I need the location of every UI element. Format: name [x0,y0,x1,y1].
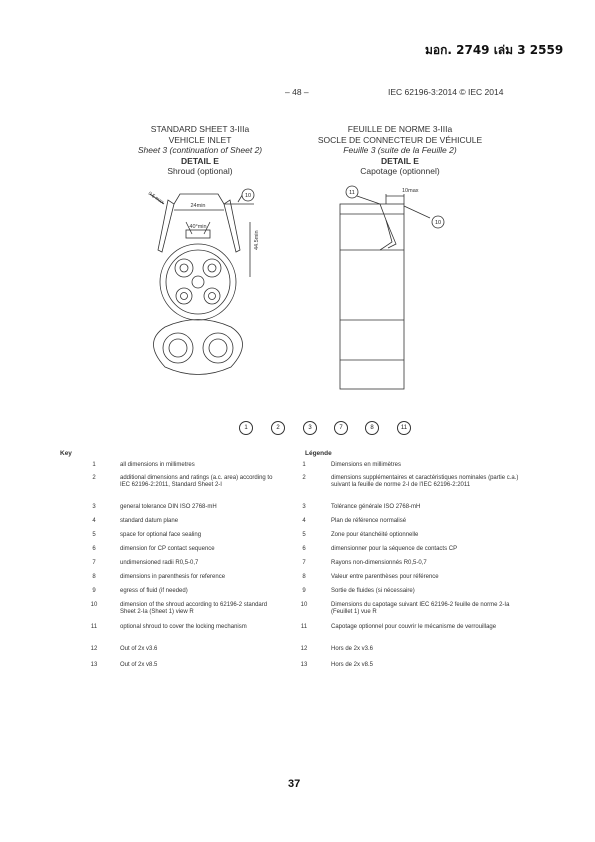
right-callout-a: 11 [349,190,355,196]
standard-reference: IEC 62196-3:2014 © IEC 2014 [388,87,504,97]
dim-angle-label: 40°min [189,224,207,230]
key-heading: Key [60,450,72,457]
callout-circle: 3 [303,421,317,435]
dim-top-label: 24min [190,203,206,209]
english-title-line1: STANDARD SHEET 3-IIIa [150,124,250,134]
lower-connector-outline [154,320,243,375]
english-title-line4: DETAIL E [181,155,219,166]
callout-circle: 7 [334,421,348,435]
upper-connector-outline [160,244,236,320]
french-title-block [300,124,500,177]
french-title-line5: Capotage (optionnel) [360,166,440,176]
french-title-line2: SOCLE DE CONNECTEUR DE VÉHICULE [317,134,483,145]
french-title-line1: FEUILLE DE NORME 3-IIIa [347,124,453,134]
page-number-marker: – 48 – [285,87,309,97]
dim-top-label-right: 10max [402,188,419,194]
side-body-outline [340,204,404,389]
english-title-line2: VEHICLE INLET [168,134,232,145]
left-callout-label: 10 [244,193,252,199]
callout-circle: 8 [365,421,379,435]
right-callout-b: 10 [434,220,442,226]
dim-left-label: 0.5 max [146,190,165,206]
shroud-front-view-drawing [130,182,270,397]
shroud-side-view-drawing [330,182,460,397]
legende-heading: Légende [305,450,332,457]
thai-standard-ref: มอก. 2749 เล่ม 3 2559 [425,43,564,57]
french-title-line3: Feuille 3 (suite de la Feuille 2) [343,145,457,155]
callout-circle: 2 [271,421,285,435]
shroud-right-arm [224,200,240,252]
english-title-block [100,124,300,177]
french-title-line4: DETAIL E [381,155,419,166]
shroud-profile [380,204,392,250]
english-title-line5: Shroud (optional) [167,166,233,176]
page-number: 37 [288,778,301,790]
callout-circle: 1 [239,421,253,435]
callout-circle: 11 [397,421,411,435]
english-title-line3: Sheet 3 (continuation of Sheet 2) [137,145,263,155]
dim-side-label: 44.5min [254,230,260,250]
shroud-left-arm [158,200,174,252]
